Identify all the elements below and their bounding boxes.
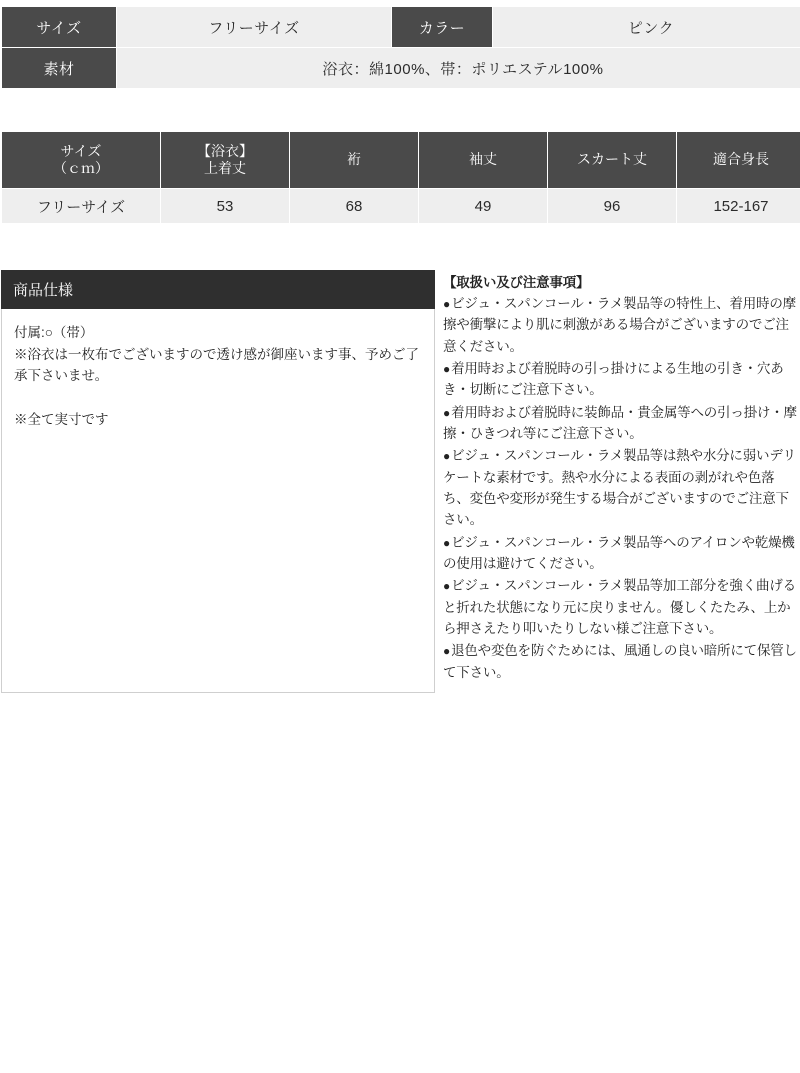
- measure-value-sleeve: 49: [419, 189, 548, 224]
- spec-label-material: 素材: [2, 48, 117, 89]
- measure-header-length: [161, 132, 290, 189]
- list-item: ● ビジュ・スパンコール・ラメ製品等は熱や水分に弱いデリケートな素材です。熱や水分による表面の剥がれや色落ち、変色や変形が発生する場合がございますのでご注意下さい。: [443, 445, 799, 530]
- spacer: [0, 89, 800, 131]
- list-item: ● 着用時および着脱時に装飾品・貴金属等への引っ掛け・摩擦・ひきつれ等にご注意下さい。: [443, 402, 799, 445]
- measure-header-yuki: 裄: [290, 132, 419, 189]
- measure-value-length: 53: [161, 189, 290, 224]
- measure-header-length-line1: 【浴衣】: [161, 143, 289, 161]
- measure-header-size: [2, 132, 161, 189]
- spec-label-size: サイズ: [2, 7, 117, 48]
- spec-value-color: ピンク: [493, 7, 800, 48]
- table-row: [2, 48, 800, 89]
- spec-label-color: カラー: [392, 7, 493, 48]
- product-detail-page: [0, 6, 800, 693]
- table-row: [2, 132, 800, 189]
- product-spec-line-2: ※浴衣は一枚布でございますので透け感が御座います事、予めご了承下さいませ。: [14, 344, 422, 387]
- measure-header-skirt: スカート丈: [548, 132, 677, 189]
- care-instructions-title: 【取扱い及び注意事項】: [443, 271, 799, 291]
- product-spec-title: 商品仕様: [1, 270, 435, 309]
- spec-value-size: フリーサイズ: [117, 7, 392, 48]
- measure-value-height: 152-167: [677, 189, 800, 224]
- measure-value-skirt: 96: [548, 189, 677, 224]
- measure-header-size-line2: （ｃｍ）: [2, 160, 160, 178]
- spec-table: [1, 6, 800, 89]
- measure-header-size-line1: サイズ: [2, 143, 160, 161]
- table-row: [2, 7, 800, 48]
- measure-header-length-line2: 上着丈: [161, 160, 289, 178]
- measurement-table: [1, 131, 800, 224]
- product-spec-body: [1, 309, 435, 693]
- table-row: [2, 189, 800, 224]
- lower-section: [1, 270, 799, 693]
- product-spec-line-1: 付属:○（帯）: [14, 322, 422, 344]
- list-item: ● 退色や変色を防ぐためには、風通しの良い暗所にて保管して下さい。: [443, 640, 799, 683]
- spacer: [0, 224, 800, 270]
- measure-header-sleeve: 袖丈: [419, 132, 548, 189]
- care-instructions-list: [443, 293, 799, 683]
- product-spec-panel: [1, 270, 435, 693]
- list-item: ● 着用時および着脱時の引っ掛けによる生地の引き・穴あき・切断にご注意下さい。: [443, 358, 799, 401]
- care-instructions-panel: [443, 270, 799, 684]
- list-item: ● ビジュ・スパンコール・ラメ製品等へのアイロンや乾燥機の使用は避けてください。: [443, 532, 799, 575]
- product-spec-line-3: ※全て実寸です: [14, 409, 422, 431]
- measure-value-size: フリーサイズ: [2, 189, 161, 224]
- list-item: ● ビジュ・スパンコール・ラメ製品等の特性上、着用時の摩擦や衝撃により肌に刺激がある場合がございますのでご注意ください。: [443, 293, 799, 357]
- spec-value-material: 浴衣：綿100%、帯：ポリエステル100%: [117, 48, 800, 89]
- measure-header-height: 適合身長: [677, 132, 800, 189]
- list-item: ● ビジュ・スパンコール・ラメ製品等加工部分を強く曲げると折れた状態になり元に戻りません。優しくたたみ、上から押さえたり叩いたりしない様ご注意下さい。: [443, 575, 799, 639]
- measure-value-yuki: 68: [290, 189, 419, 224]
